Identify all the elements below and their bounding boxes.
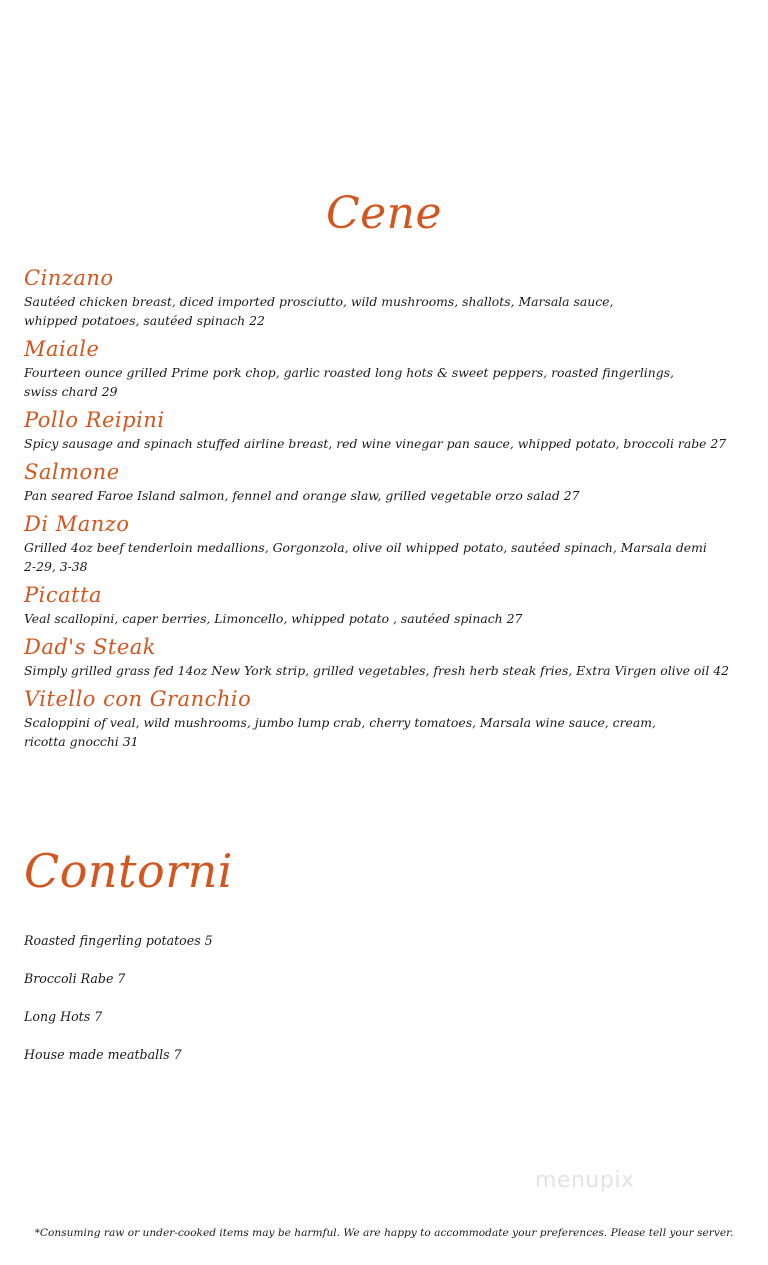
menu-item-description: Spicy sausage and spinach stuffed airline breast, red wine vinegar pan sauce, whipped potato, broccoli rabe 27 xyxy=(24,436,727,451)
menu-item-name: Maiale xyxy=(24,337,100,361)
menu-item-name: Salmone xyxy=(24,460,120,484)
cene-menu-list xyxy=(24,266,744,758)
menu-item-name: Dad's Steak xyxy=(24,635,157,659)
side-item: Broccoli Rabe 7 xyxy=(24,971,126,986)
menu-item-name: Di Manzo xyxy=(24,512,130,536)
contorni-list xyxy=(24,931,424,1083)
menu-item xyxy=(24,635,744,680)
watermark: menupix xyxy=(535,1168,635,1193)
menu-item-name: Cinzano xyxy=(24,266,114,290)
menu-item-description: Veal scallopini, caper berries, Limoncello, whipped potato , sautéed spinach 27 xyxy=(24,611,523,626)
cene-section-title: Cene xyxy=(325,188,443,239)
menu-item xyxy=(24,408,744,453)
menu-item-description: Scaloppini of veal, wild mushrooms, jumbo lump crab, cherry tomatoes, Marsala wine sauce, cream, ricotta gnocchi 31 xyxy=(24,715,656,749)
menu-item xyxy=(24,687,744,751)
menu-item xyxy=(24,512,744,576)
side-item: House made meatballs 7 xyxy=(24,1047,182,1062)
menu-item-name: Pollo Reipini xyxy=(24,408,165,432)
footnote: *Consuming raw or under-cooked items may be harmful. We are happy to accommodate your preferences. Please tell your server. xyxy=(34,1227,734,1239)
menu-item xyxy=(24,266,744,330)
menu-item-name: Vitello con Granchio xyxy=(24,687,252,711)
side-item: Roasted fingerling potatoes 5 xyxy=(24,933,213,948)
menu-item-description: Pan seared Faroe Island salmon, fennel and orange slaw, grilled vegetable orzo salad 27 xyxy=(24,488,580,503)
side-item: Long Hots 7 xyxy=(24,1009,103,1024)
menu-item-description: Grilled 4oz beef tenderloin medallions, Gorgonzola, olive oil whipped potato, sautéed spinach, Marsala demi 2-29, 3-38 xyxy=(24,540,707,574)
menu-item-description: Fourteen ounce grilled Prime pork chop, garlic roasted long hots & sweet peppers, roasted fingerlings, swiss chard 29 xyxy=(24,365,674,399)
menu-item-name: Picatta xyxy=(24,583,103,607)
menu-item xyxy=(24,583,744,628)
menu-item xyxy=(24,337,744,401)
contorni-section-title: Contorni xyxy=(24,844,234,898)
menu-item-description: Sautéed chicken breast, diced imported prosciutto, wild mushrooms, shallots, Marsala sauce, whipped potatoes, sautéed spinach 22 xyxy=(24,294,614,328)
menu-item xyxy=(24,460,744,505)
menu-item-description: Simply grilled grass fed 14oz New York strip, grilled vegetables, fresh herb steak fries, Extra Virgen olive oil 42 xyxy=(24,663,729,678)
